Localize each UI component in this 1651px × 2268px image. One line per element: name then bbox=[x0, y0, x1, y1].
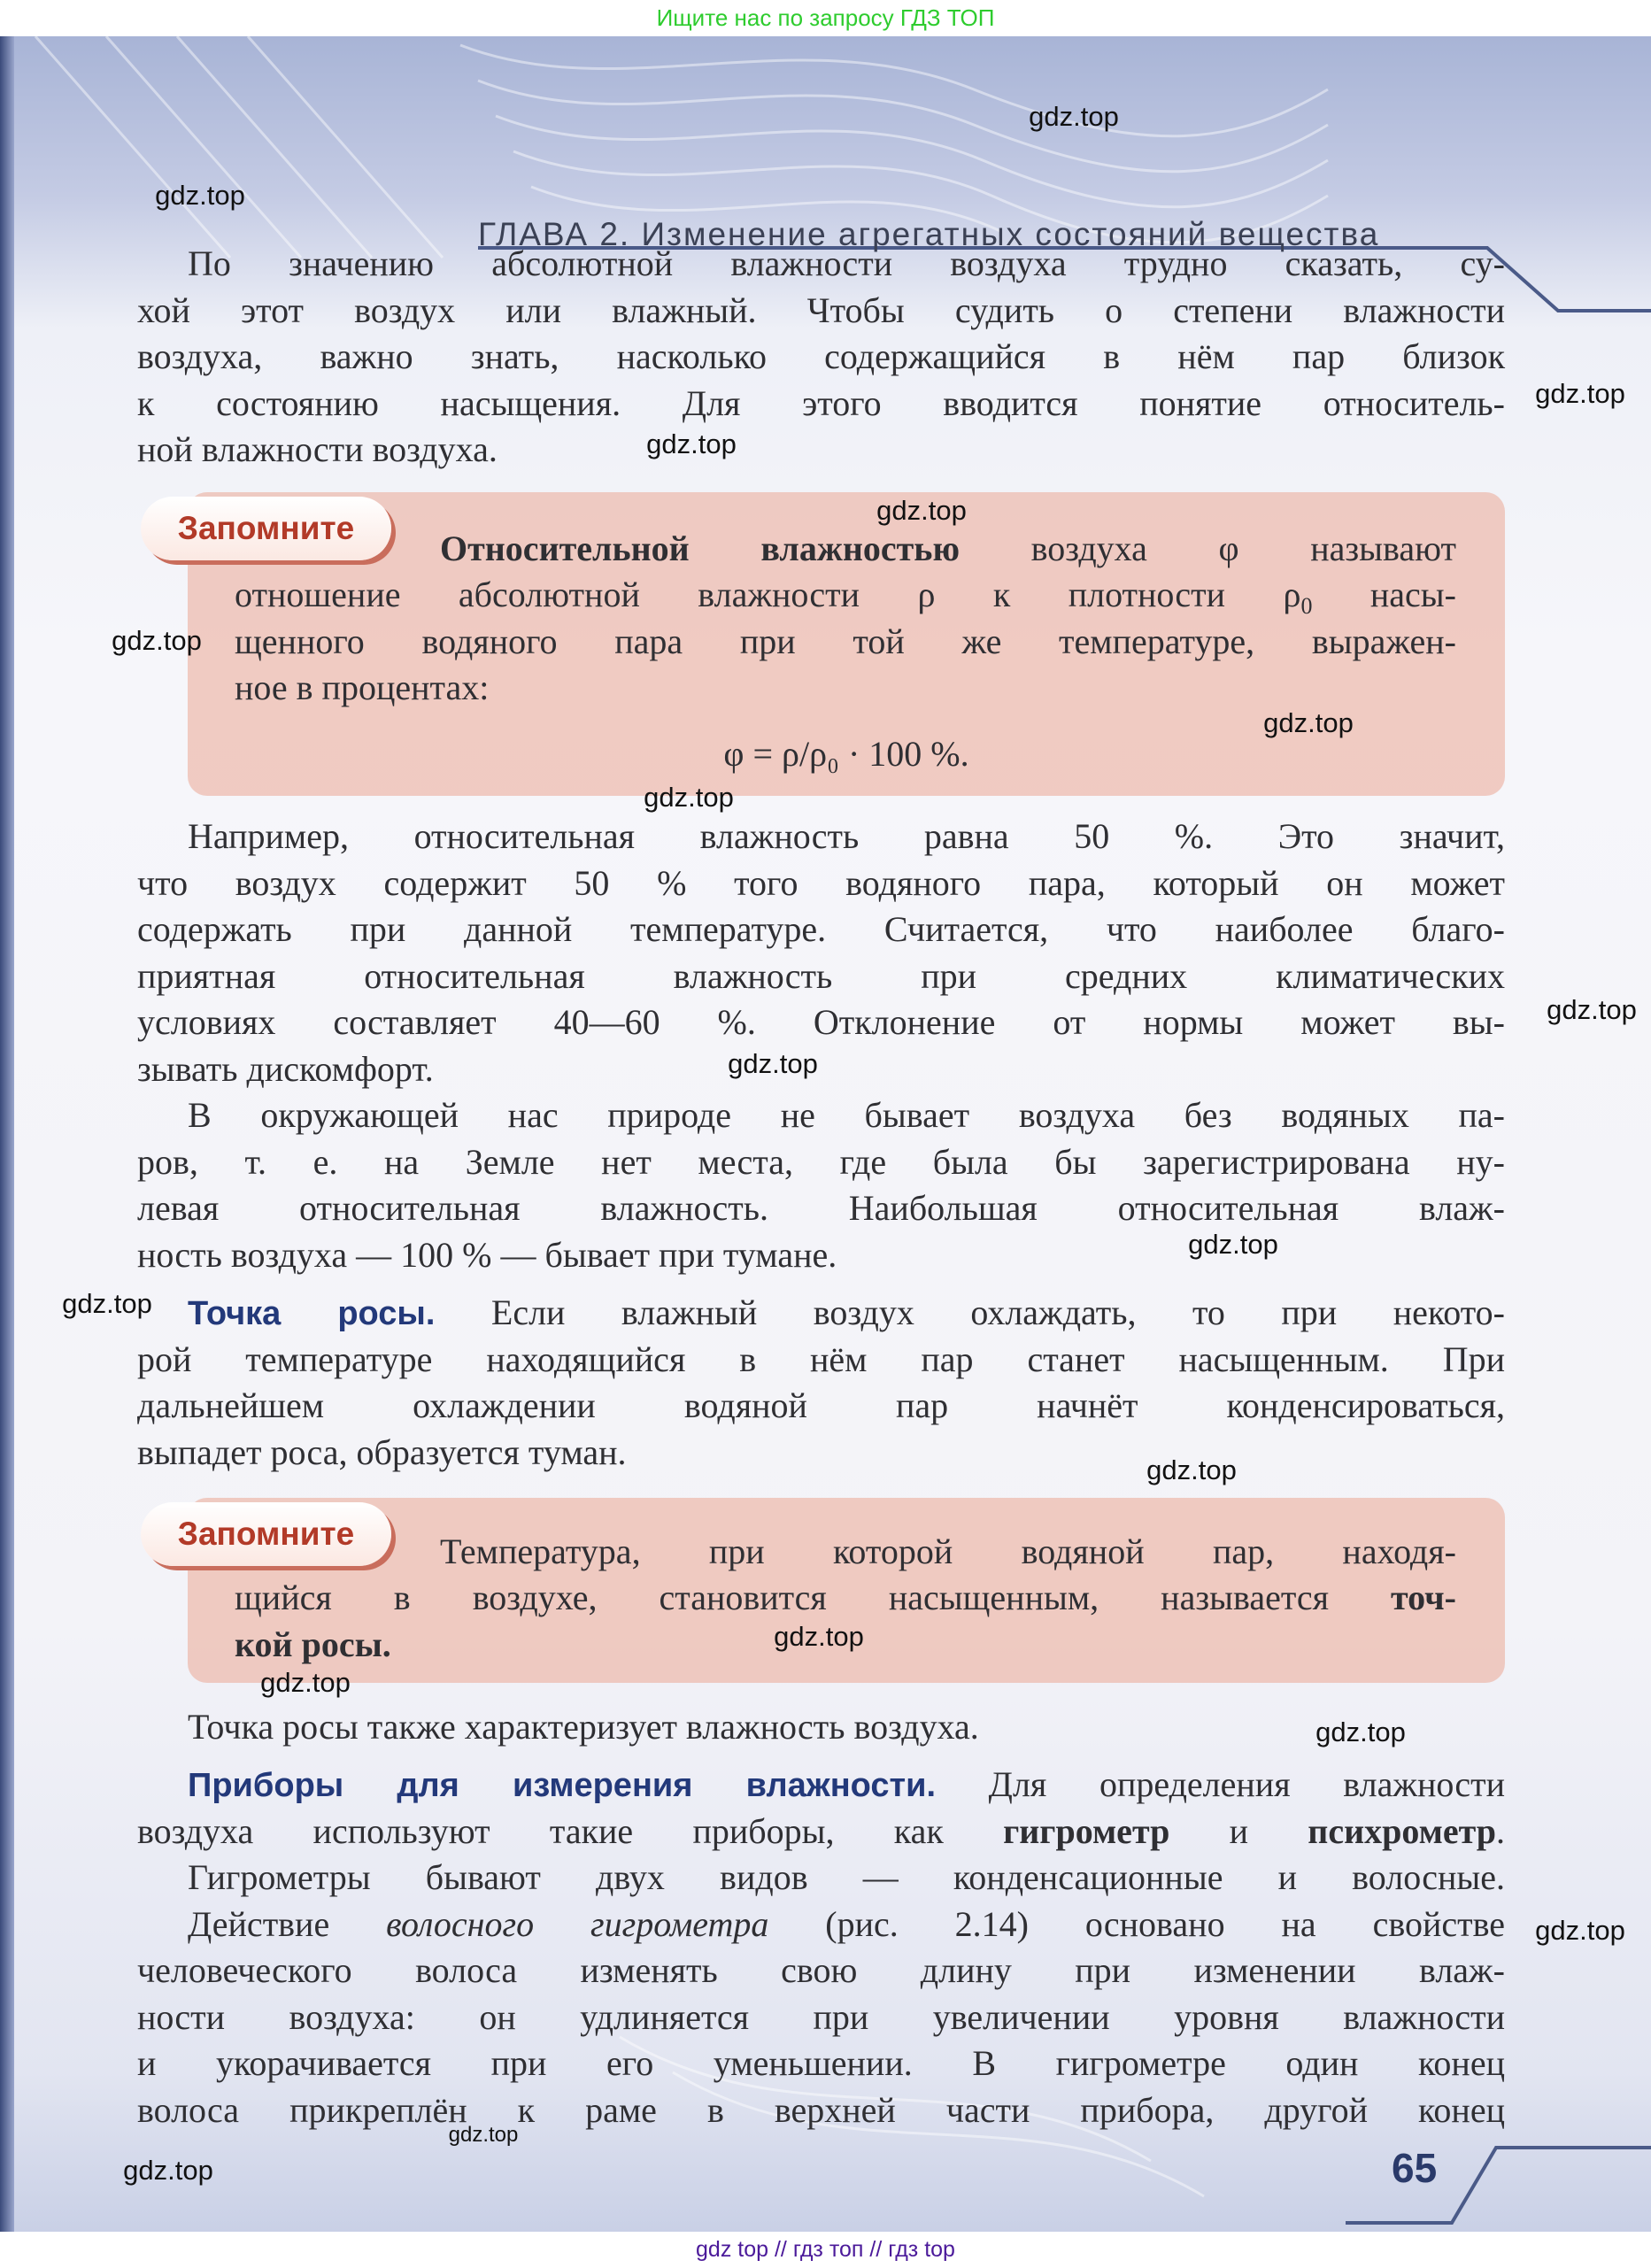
bottom-banner bbox=[0, 2232, 1651, 2268]
text-line bbox=[137, 1704, 1505, 1751]
watermark: gdz.top bbox=[448, 2123, 519, 2147]
text-line bbox=[137, 999, 1505, 1046]
text-segment: щийся в воздухе, становится насыщенным, называется bbox=[235, 1578, 1392, 1617]
text-line bbox=[137, 381, 1505, 428]
text-segment: рой температуре находящийся в нём пар станет насыщенным. При bbox=[137, 1338, 1505, 1379]
chapter-header: ГЛАВА 2. Изменение агрегатных состояний вещества bbox=[478, 216, 1380, 252]
relative-humidity-formula: φ = ρ/ρ₀ · 100 %. bbox=[723, 734, 969, 774]
watermark: gdz.top bbox=[876, 495, 967, 526]
watermark: gdz.top bbox=[774, 1621, 864, 1652]
text-line bbox=[137, 1383, 1505, 1430]
bold-term: гигрометр bbox=[1003, 1810, 1170, 1851]
text-line bbox=[137, 1046, 1505, 1093]
text-line bbox=[137, 1290, 1505, 1337]
text-segment: Гигрометры бывают двух видов — конденсационные и волосные. bbox=[188, 1857, 1505, 1897]
page-number: 65 bbox=[1392, 2145, 1438, 2191]
text-segment: В окружающей нас природе не бывает воздуха без водяных па- bbox=[188, 1095, 1505, 1135]
text-line bbox=[137, 1139, 1505, 1186]
text-segment: По значению абсолютной влажности воздуха трудно сказать, су- bbox=[188, 243, 1505, 283]
watermark: gdz.top bbox=[123, 2155, 213, 2186]
text-line bbox=[137, 1337, 1505, 1384]
text-line bbox=[137, 1185, 1505, 1232]
watermark: gdz.top bbox=[1315, 1716, 1406, 1747]
remember-label: Запомните bbox=[141, 497, 391, 560]
remember-label: Запомните bbox=[141, 1502, 391, 1566]
text-line bbox=[235, 665, 1456, 712]
text-line bbox=[137, 2040, 1505, 2087]
text-line bbox=[440, 526, 1456, 573]
watermark: gdz.top bbox=[1263, 707, 1354, 738]
text-line bbox=[137, 1855, 1505, 1902]
definition-dew-point-first-line bbox=[440, 1529, 1456, 1576]
text-line bbox=[137, 1762, 1505, 1809]
watermark: gdz.top bbox=[112, 625, 202, 656]
watermark: gdz.top bbox=[646, 428, 737, 459]
text-line bbox=[137, 1232, 1505, 1279]
text-segment: приятная относительная влажность при средних климатических bbox=[137, 955, 1505, 996]
text-segment: воздуха, важно знать, насколько содержащийся в нём пар близок bbox=[137, 336, 1505, 376]
text-segment: отношение абсолютной влажности ρ к плотности ρ bbox=[235, 575, 1301, 614]
text-line bbox=[137, 1092, 1505, 1139]
text-segment: . bbox=[1496, 1810, 1506, 1851]
top-banner-text: Ищите нас по запросу ГДЗ ТОП bbox=[656, 4, 995, 31]
top-banner bbox=[0, 0, 1651, 36]
watermark: gdz.top bbox=[728, 1048, 818, 1079]
text-segment: человеческого волоса изменять свою длину при изменении влаж- bbox=[137, 1950, 1505, 1990]
text-segment: и bbox=[1169, 1810, 1308, 1851]
watermark: gdz.top bbox=[1029, 101, 1119, 132]
text-segment: Точка росы также характеризует влажность воздуха. bbox=[188, 1707, 979, 1747]
text-line bbox=[137, 1902, 1505, 1948]
text-segment: щенного водяного пара при той же температуре, выражен- bbox=[235, 621, 1456, 661]
text-segment: Температура, при которой водяной пар, находя- bbox=[440, 1531, 1456, 1571]
text-segment: воздуха используют такие приборы, как bbox=[137, 1810, 1004, 1851]
bold-term: психрометр bbox=[1308, 1810, 1497, 1851]
text-line bbox=[137, 860, 1505, 907]
watermark: gdz.top bbox=[155, 180, 245, 211]
text-segment: к состоянию насыщения. Для этого вводится понятие относитель- bbox=[137, 382, 1505, 423]
text-segment: насы- bbox=[1312, 575, 1456, 614]
text-segment: ности воздуха: он удлиняется при увеличении уровня влажности bbox=[137, 1996, 1505, 2037]
watermark: gdz.top bbox=[1535, 1915, 1625, 1946]
text-segment: Для определения влажности bbox=[936, 1764, 1505, 1804]
text-line bbox=[137, 241, 1505, 288]
watermark: gdz.top bbox=[62, 1288, 152, 1319]
text-segment: ров, т. е. на Земле нет места, где была бы зарегистрирована ну- bbox=[137, 1141, 1505, 1182]
text-line bbox=[137, 906, 1505, 953]
text-line bbox=[137, 334, 1505, 381]
text-line bbox=[137, 427, 1505, 474]
text-segment: ное в процентах: bbox=[235, 667, 490, 707]
text-segment: и укорачивается при его уменьшении. В гигрометре один конец bbox=[137, 2043, 1505, 2083]
text-segment: (рис. 2.14) основано на свойстве bbox=[768, 1903, 1505, 1944]
bold-term: точ- bbox=[1391, 1578, 1456, 1617]
subscript: 0 bbox=[1300, 593, 1313, 619]
watermark: gdz.top bbox=[1146, 1454, 1237, 1485]
definition-relative-humidity bbox=[235, 572, 1456, 712]
paragraph-dew-point bbox=[137, 1290, 1505, 1476]
text-line bbox=[137, 1994, 1505, 2041]
text-segment: условиях составляет 40—60 %. Отклонение от нормы может вы- bbox=[137, 1002, 1505, 1042]
paragraph-dew-point-summary bbox=[137, 1704, 1505, 1751]
section-heading: Приборы для измерения влажности. bbox=[188, 1767, 937, 1804]
text-segment: дальнейшем охлаждении водяной пар начнёт конденсироваться, bbox=[137, 1385, 1505, 1425]
text-segment: ность воздуха — 100 % — бывает при тумане. bbox=[137, 1234, 837, 1275]
watermark: gdz.top bbox=[1535, 378, 1625, 409]
text-line bbox=[137, 814, 1505, 860]
text-segment: хой этот воздух или влажный. Чтобы судить о степени влажности bbox=[137, 289, 1505, 330]
text-segment: Если влажный воздух охлаждать, то при некото- bbox=[435, 1292, 1506, 1332]
text-segment: содержать при данной температуре. Считается, что наиболее благо- bbox=[137, 909, 1505, 949]
text-line bbox=[137, 1809, 1505, 1855]
paragraph-absolute-humidity bbox=[137, 241, 1505, 474]
text-segment: ной влажности воздуха. bbox=[137, 429, 498, 469]
text-segment: Действие bbox=[188, 1903, 387, 1944]
bold-term: кой росы. bbox=[235, 1624, 391, 1664]
text-segment: что воздух содержит 50 % того водяного пара, который он может bbox=[137, 862, 1505, 903]
watermark: gdz.top bbox=[1188, 1229, 1278, 1260]
text-line bbox=[137, 2087, 1505, 2134]
watermark: gdz.top bbox=[260, 1667, 351, 1698]
paragraph-example bbox=[137, 814, 1505, 1278]
text-line bbox=[137, 953, 1505, 1000]
definition-relative-humidity-first-line bbox=[440, 526, 1456, 573]
text-line bbox=[137, 1948, 1505, 1994]
text-segment: зывать дискомфорт. bbox=[137, 1048, 434, 1089]
text-line bbox=[235, 619, 1456, 666]
text-line bbox=[137, 288, 1505, 335]
text-line bbox=[235, 572, 1456, 619]
text-segment: выпадет роса, образуется туман. bbox=[137, 1431, 627, 1472]
watermark: gdz.top bbox=[644, 782, 734, 813]
text-line bbox=[235, 1575, 1456, 1622]
section-heading: Точка росы. bbox=[188, 1295, 436, 1332]
bold-term: Относительной влажностью bbox=[440, 528, 961, 568]
text-segment: волоса прикреплён к раме в верхней части прибора, другой конец bbox=[137, 2089, 1505, 2130]
text-line bbox=[137, 1430, 1505, 1477]
text-line bbox=[440, 1529, 1456, 1576]
text-segment: воздуха φ называют bbox=[960, 528, 1457, 568]
watermark: gdz.top bbox=[1547, 994, 1637, 1025]
text-segment: левая относительная влажность. Наибольшая относительная влаж- bbox=[137, 1188, 1505, 1228]
paragraph-instruments bbox=[137, 1762, 1505, 2133]
italic-term: волосного гигрометра bbox=[386, 1903, 769, 1944]
text-segment: Например, относительная влажность равна 50 %. Это значит, bbox=[188, 816, 1505, 856]
bottom-banner-text: gdz top // гдз топ // гдз top bbox=[696, 2237, 955, 2262]
